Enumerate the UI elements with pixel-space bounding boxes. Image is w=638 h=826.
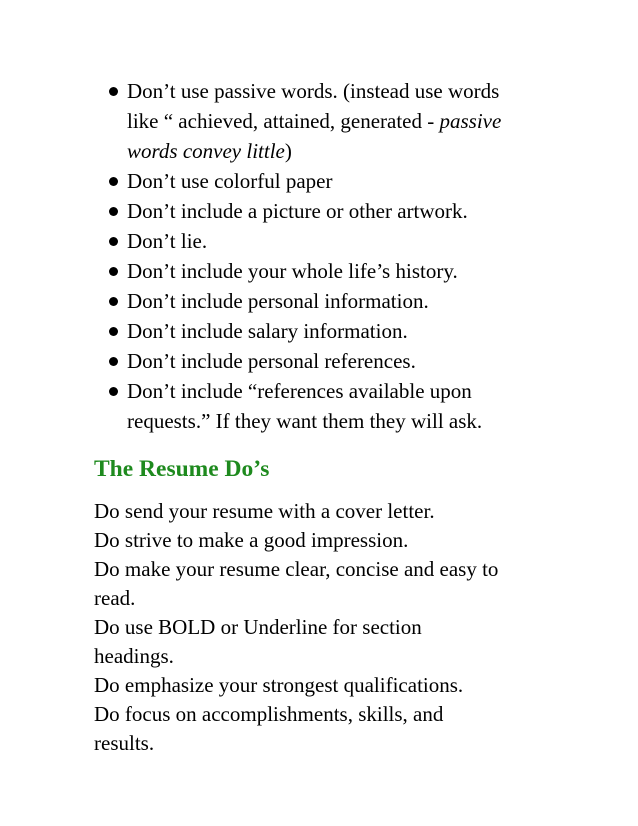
list-item-text: Don’t include personal references. xyxy=(127,349,416,373)
dos-line: Do send your resume with a cover letter. xyxy=(94,499,435,523)
list-item-text: Don’t use colorful paper xyxy=(127,169,333,193)
list-item xyxy=(108,166,558,196)
list-item-text: Don’t use passive words. (instead use words xyxy=(127,79,500,103)
list-item xyxy=(108,286,558,316)
dos-line: Do emphasize your strongest qualifications. xyxy=(94,673,464,697)
list-item xyxy=(108,316,558,346)
list-item-text: Don’t include your whole life’s history. xyxy=(127,259,458,283)
list-item xyxy=(108,226,558,256)
dos-line: results. xyxy=(94,731,155,755)
dos-line: Do strive to make a good impression. xyxy=(94,528,409,552)
dos-line: Do focus on accomplishments, skills, and xyxy=(94,702,444,726)
list-item-text: like “ achieved, attained, generated - xyxy=(127,109,440,133)
list-item xyxy=(108,346,558,376)
dos-line: read. xyxy=(94,586,136,610)
list-item-text: Don’t include a picture or other artwork. xyxy=(127,199,468,223)
list-item-text: Don’t include personal information. xyxy=(127,289,429,313)
list-item-italic-text: words convey little xyxy=(127,139,285,163)
list-item-text: Don’t lie. xyxy=(127,229,208,253)
list-item-text: Don’t include “references available upon xyxy=(127,379,472,403)
donts-list xyxy=(108,76,558,436)
list-item xyxy=(108,196,558,226)
dos-line: Do use BOLD or Underline for section xyxy=(94,615,422,639)
list-item xyxy=(108,256,558,286)
list-item-text: Don’t include salary information. xyxy=(127,319,408,343)
dos-paragraph xyxy=(94,497,554,758)
list-item xyxy=(108,376,558,436)
list-item-text: requests.” If they want them they will ask. xyxy=(127,409,483,433)
list-item xyxy=(108,76,558,166)
dos-line: Do make your resume clear, concise and easy to xyxy=(94,557,499,581)
dos-line: headings. xyxy=(94,644,174,668)
section-heading-dos: The Resume Do’s xyxy=(94,456,270,482)
list-item-text: ) xyxy=(284,139,292,163)
list-item-italic-text: passive xyxy=(439,109,502,133)
